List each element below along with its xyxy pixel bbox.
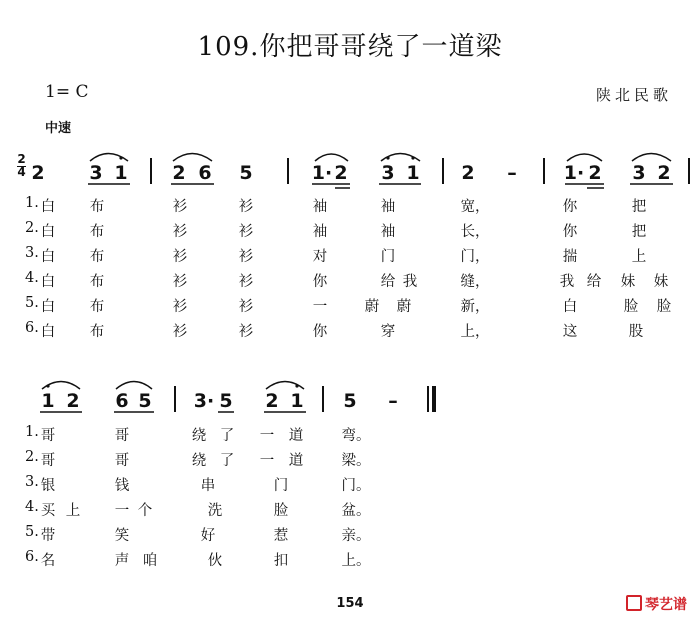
lyric: 一 [312, 299, 328, 315]
note: 5 [138, 390, 152, 412]
lyric: 缝， [460, 274, 490, 290]
verse-number: 3. [25, 474, 39, 490]
verse-number: 6. [25, 320, 39, 336]
lyric: 扣 [273, 553, 289, 569]
lyric: 妹 [653, 274, 669, 290]
logo-text: 琴艺谱 [645, 597, 687, 613]
lyric: 了 [219, 428, 235, 444]
verse-number: 2. [25, 449, 39, 465]
note: 1 [290, 390, 304, 412]
time-signature-bottom: 4 [17, 165, 26, 179]
note: 6 [115, 390, 129, 412]
lyric: 对 [312, 249, 328, 265]
lyric: 衫 [238, 299, 254, 315]
lyric: 衫 [172, 274, 188, 290]
lyric: 衫 [238, 324, 254, 340]
lyric: 上。 [341, 553, 371, 569]
lyric: 袖 [380, 199, 396, 215]
lyric: 布 [89, 249, 105, 265]
note: 1 [114, 162, 128, 184]
lyric: 脸 [273, 503, 289, 519]
lyric: 名 [40, 553, 56, 569]
song-origin: 陕北民歌 [596, 86, 673, 104]
lyric: 个 [137, 503, 153, 519]
dash: – [507, 162, 517, 184]
note: 2 [334, 162, 348, 184]
lyric: 带 [40, 528, 56, 544]
lyric: 上 [631, 249, 647, 265]
lyric: 门 [380, 249, 396, 265]
lyric: 揣 [562, 249, 578, 265]
note: 3 [89, 162, 103, 184]
lyric: 哥 [40, 428, 56, 444]
lyric: 衫 [172, 199, 188, 215]
lyric: 宽， [460, 199, 490, 215]
note: 5 [343, 390, 357, 412]
lyric: 哥 [114, 453, 130, 469]
lyric: 一 [114, 503, 130, 519]
lyric: 白 [40, 324, 56, 340]
lyric: 穿 [380, 324, 396, 340]
lyric: 蔚 [396, 299, 412, 315]
lyric: 你 [312, 274, 328, 290]
lyric: 布 [89, 274, 105, 290]
song-title: 109.你把哥哥绕了一道梁 [197, 32, 503, 62]
octave-dot [119, 156, 122, 159]
slur [116, 382, 152, 390]
lyric: 了 [219, 453, 235, 469]
lyric: 你 [312, 324, 328, 340]
octave-dot [295, 384, 298, 387]
page-number: 154 [336, 596, 364, 611]
lyric: 衫 [172, 324, 188, 340]
verse-number: 2. [25, 220, 39, 236]
lyric: 白 [40, 224, 56, 240]
lyric: 妹 [620, 274, 636, 290]
lyric: 我 [559, 274, 575, 290]
lyric: 上 [65, 503, 81, 519]
note: 3· [193, 390, 215, 412]
dash: – [388, 390, 398, 412]
lyric: 串 [200, 478, 216, 494]
time-signature-top: 2 [17, 152, 26, 166]
lyric: 弯。 [341, 428, 371, 444]
lyric: 衫 [238, 274, 254, 290]
note: 1· [311, 162, 333, 184]
lyric: 亲。 [341, 528, 371, 544]
note: 2 [66, 390, 80, 412]
note: 6 [198, 162, 212, 184]
lyric: 咱 [142, 553, 158, 569]
verse-number: 5. [25, 524, 39, 540]
lyric: 我 [402, 274, 418, 290]
lyric: 白 [40, 249, 56, 265]
slur [567, 154, 602, 161]
lyric: 梁。 [341, 453, 371, 469]
lyric: 袖 [312, 199, 328, 215]
octave-dot [386, 156, 389, 159]
lyric: 衫 [172, 249, 188, 265]
lyric: 洗 [207, 503, 223, 519]
lyric: 门 [273, 478, 289, 494]
note: 2 [657, 162, 671, 184]
lyric: 门， [460, 249, 490, 265]
site-logo [626, 594, 687, 614]
note: 5 [219, 390, 233, 412]
lyric: 衫 [238, 224, 254, 240]
lyric: 这 [562, 324, 578, 340]
lyric: 你 [562, 224, 578, 240]
lyric: 声 [114, 553, 130, 569]
lyric: 给 [586, 274, 602, 290]
lyric: 长， [460, 224, 490, 240]
lyric: 哥 [40, 453, 56, 469]
lyric: 白 [562, 299, 578, 315]
lyric: 布 [89, 299, 105, 315]
lyric: 好 [200, 528, 216, 544]
lyric: 袖 [312, 224, 328, 240]
lyric: 衫 [172, 299, 188, 315]
note: 2 [172, 162, 186, 184]
lyric: 盆。 [341, 503, 371, 519]
verse-number: 1. [25, 424, 39, 440]
lyric: 衫 [238, 199, 254, 215]
lyric: 道 [288, 428, 304, 444]
slur [315, 154, 348, 161]
lyric: 布 [89, 199, 105, 215]
verse-number: 6. [25, 549, 39, 565]
lyric: 道 [288, 453, 304, 469]
lyric: 买 [40, 503, 56, 519]
verse-number: 4. [25, 270, 39, 286]
lyric: 衫 [238, 249, 254, 265]
note: 5 [239, 162, 253, 184]
lyric: 蔚 [364, 299, 380, 315]
slur [632, 154, 671, 162]
note: 2 [265, 390, 279, 412]
lyric: 惹 [273, 528, 289, 544]
lyric: 衫 [172, 224, 188, 240]
lyric: 钱 [114, 478, 130, 494]
note: 3 [381, 162, 395, 184]
lyric: 一 [259, 453, 275, 469]
lyric: 白 [40, 299, 56, 315]
lyric: 给 [380, 274, 396, 290]
lyric: 白 [40, 199, 56, 215]
lyric: 你 [562, 199, 578, 215]
lyric: 把 [631, 199, 647, 215]
lyric: 脸 [623, 299, 639, 315]
note: 3 [632, 162, 646, 184]
note: 2 [461, 162, 475, 184]
lyric: 笑 [114, 528, 130, 544]
lyric: 脸 [656, 299, 672, 315]
note: 2 [588, 162, 602, 184]
verse-number: 3. [25, 245, 39, 261]
lyric: 银 [40, 478, 56, 494]
note: 1 [406, 162, 420, 184]
lyric: 布 [89, 324, 105, 340]
logo-icon [626, 595, 642, 611]
lyric: 股 [628, 324, 644, 340]
lyric: 绕 [191, 453, 207, 469]
lyric: 门。 [341, 478, 371, 494]
verse-number: 1. [25, 195, 39, 211]
lyric: 伙 [207, 553, 223, 569]
note: 1 [41, 390, 55, 412]
note: 2 [31, 162, 45, 184]
octave-dot [411, 156, 414, 159]
lyric: 把 [631, 224, 647, 240]
lyric: 新， [460, 299, 490, 315]
tempo-marking: 中速 [45, 121, 72, 136]
key-signature: 1= C [45, 82, 89, 102]
note: 1· [563, 162, 585, 184]
lyric: 袖 [380, 224, 396, 240]
lyric: 布 [89, 224, 105, 240]
lyric: 哥 [114, 428, 130, 444]
lyric: 上， [460, 324, 490, 340]
lyric: 绕 [191, 428, 207, 444]
verse-number: 4. [25, 499, 39, 515]
lyric: 白 [40, 274, 56, 290]
slur [173, 154, 212, 162]
octave-dot [46, 384, 49, 387]
lyric: 一 [259, 428, 275, 444]
verse-number: 5. [25, 295, 39, 311]
